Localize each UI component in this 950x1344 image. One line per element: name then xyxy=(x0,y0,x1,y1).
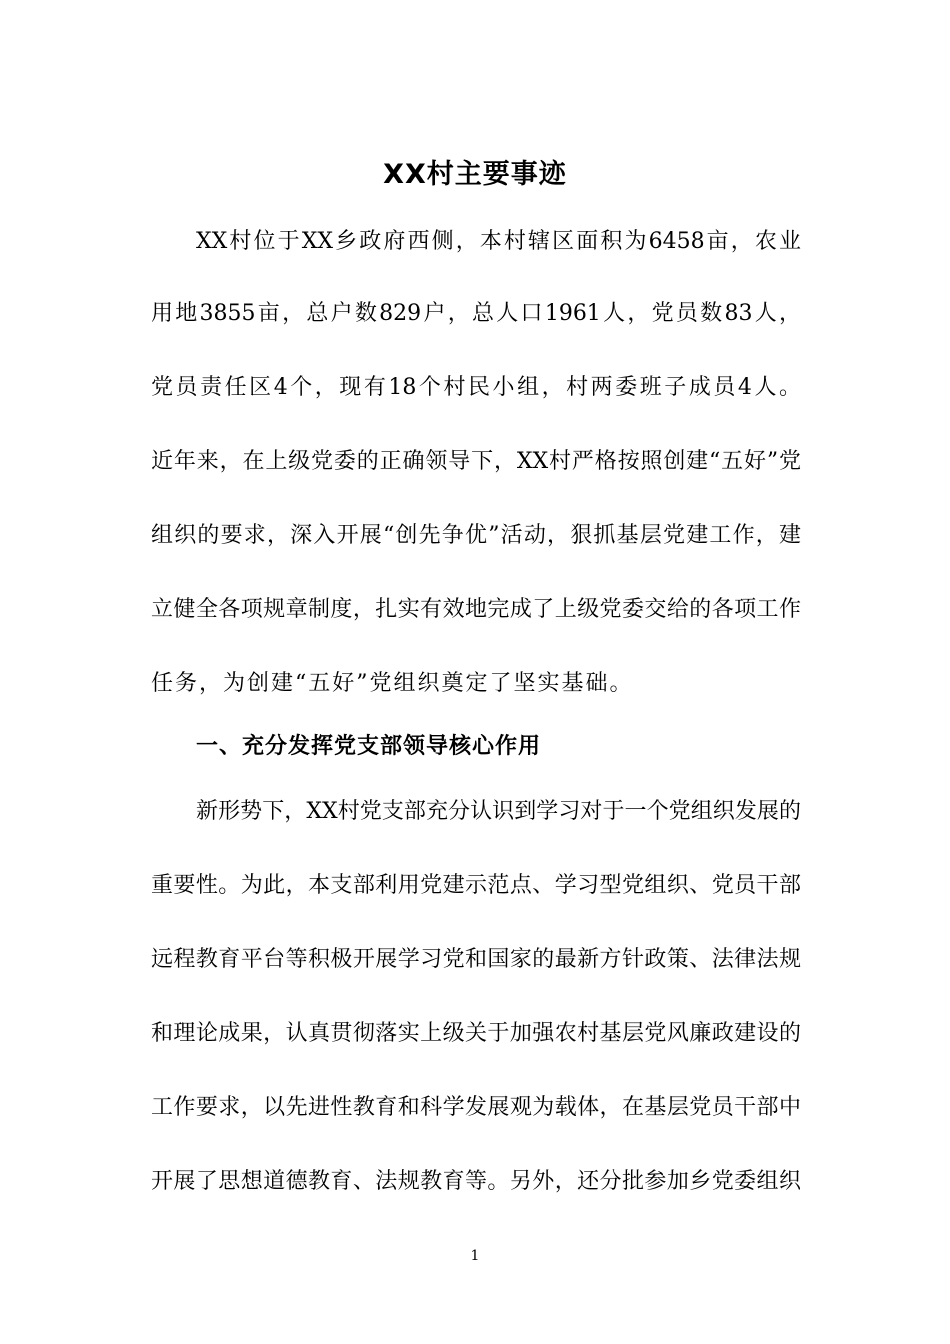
paragraph-line: 近年来，在上级党委的正确领导下，XX村严格按照创建“五好”党 xyxy=(151,449,801,474)
paragraph-line: 立健全各项规章制度，扎实有效地完成了上级党委交给的各项工作 xyxy=(151,597,801,622)
paragraph-line: 用地3855亩，总户数829户，总人口1961人，党员数83人， xyxy=(151,301,801,326)
paragraph-line: 新形势下，XX村党支部充分认识到学习对于一个党组织发展的 xyxy=(196,799,801,824)
paragraph-line: 远程教育平台等积极开展学习党和国家的最新方针政策、法律法规 xyxy=(151,947,801,972)
paragraph-line: 和理论成果，认真贯彻落实上级关于加强农村基层党风廉政建设的 xyxy=(151,1021,801,1046)
paragraph-line: XX村位于XX乡政府西侧，本村辖区面积为6458亩，农业 xyxy=(196,229,801,254)
paragraph-line: 工作要求，以先进性教育和科学发展观为载体，在基层党员干部中 xyxy=(151,1095,801,1120)
paragraph-line: 任务，为创建“五好”党组织奠定了坚实基础。 xyxy=(151,671,634,696)
document-title: XX村主要事迹 xyxy=(383,159,567,190)
paragraph-line: 重要性。为此，本支部利用党建示范点、学习型党组织、党员干部 xyxy=(151,873,801,898)
section-heading: 一、充分发挥党支部领导核心作用 xyxy=(196,734,542,759)
paragraph-line: 党员责任区4个，现有18个村民小组，村两委班子成员4人。 xyxy=(151,375,801,400)
page-number: 1 xyxy=(470,1248,480,1264)
paragraph-line: 组织的要求，深入开展“创先争优”活动，狠抓基层党建工作，建 xyxy=(151,523,801,548)
paragraph-line: 开展了思想道德教育、法规教育等。另外，还分批参加乡党委组织 xyxy=(151,1169,801,1194)
